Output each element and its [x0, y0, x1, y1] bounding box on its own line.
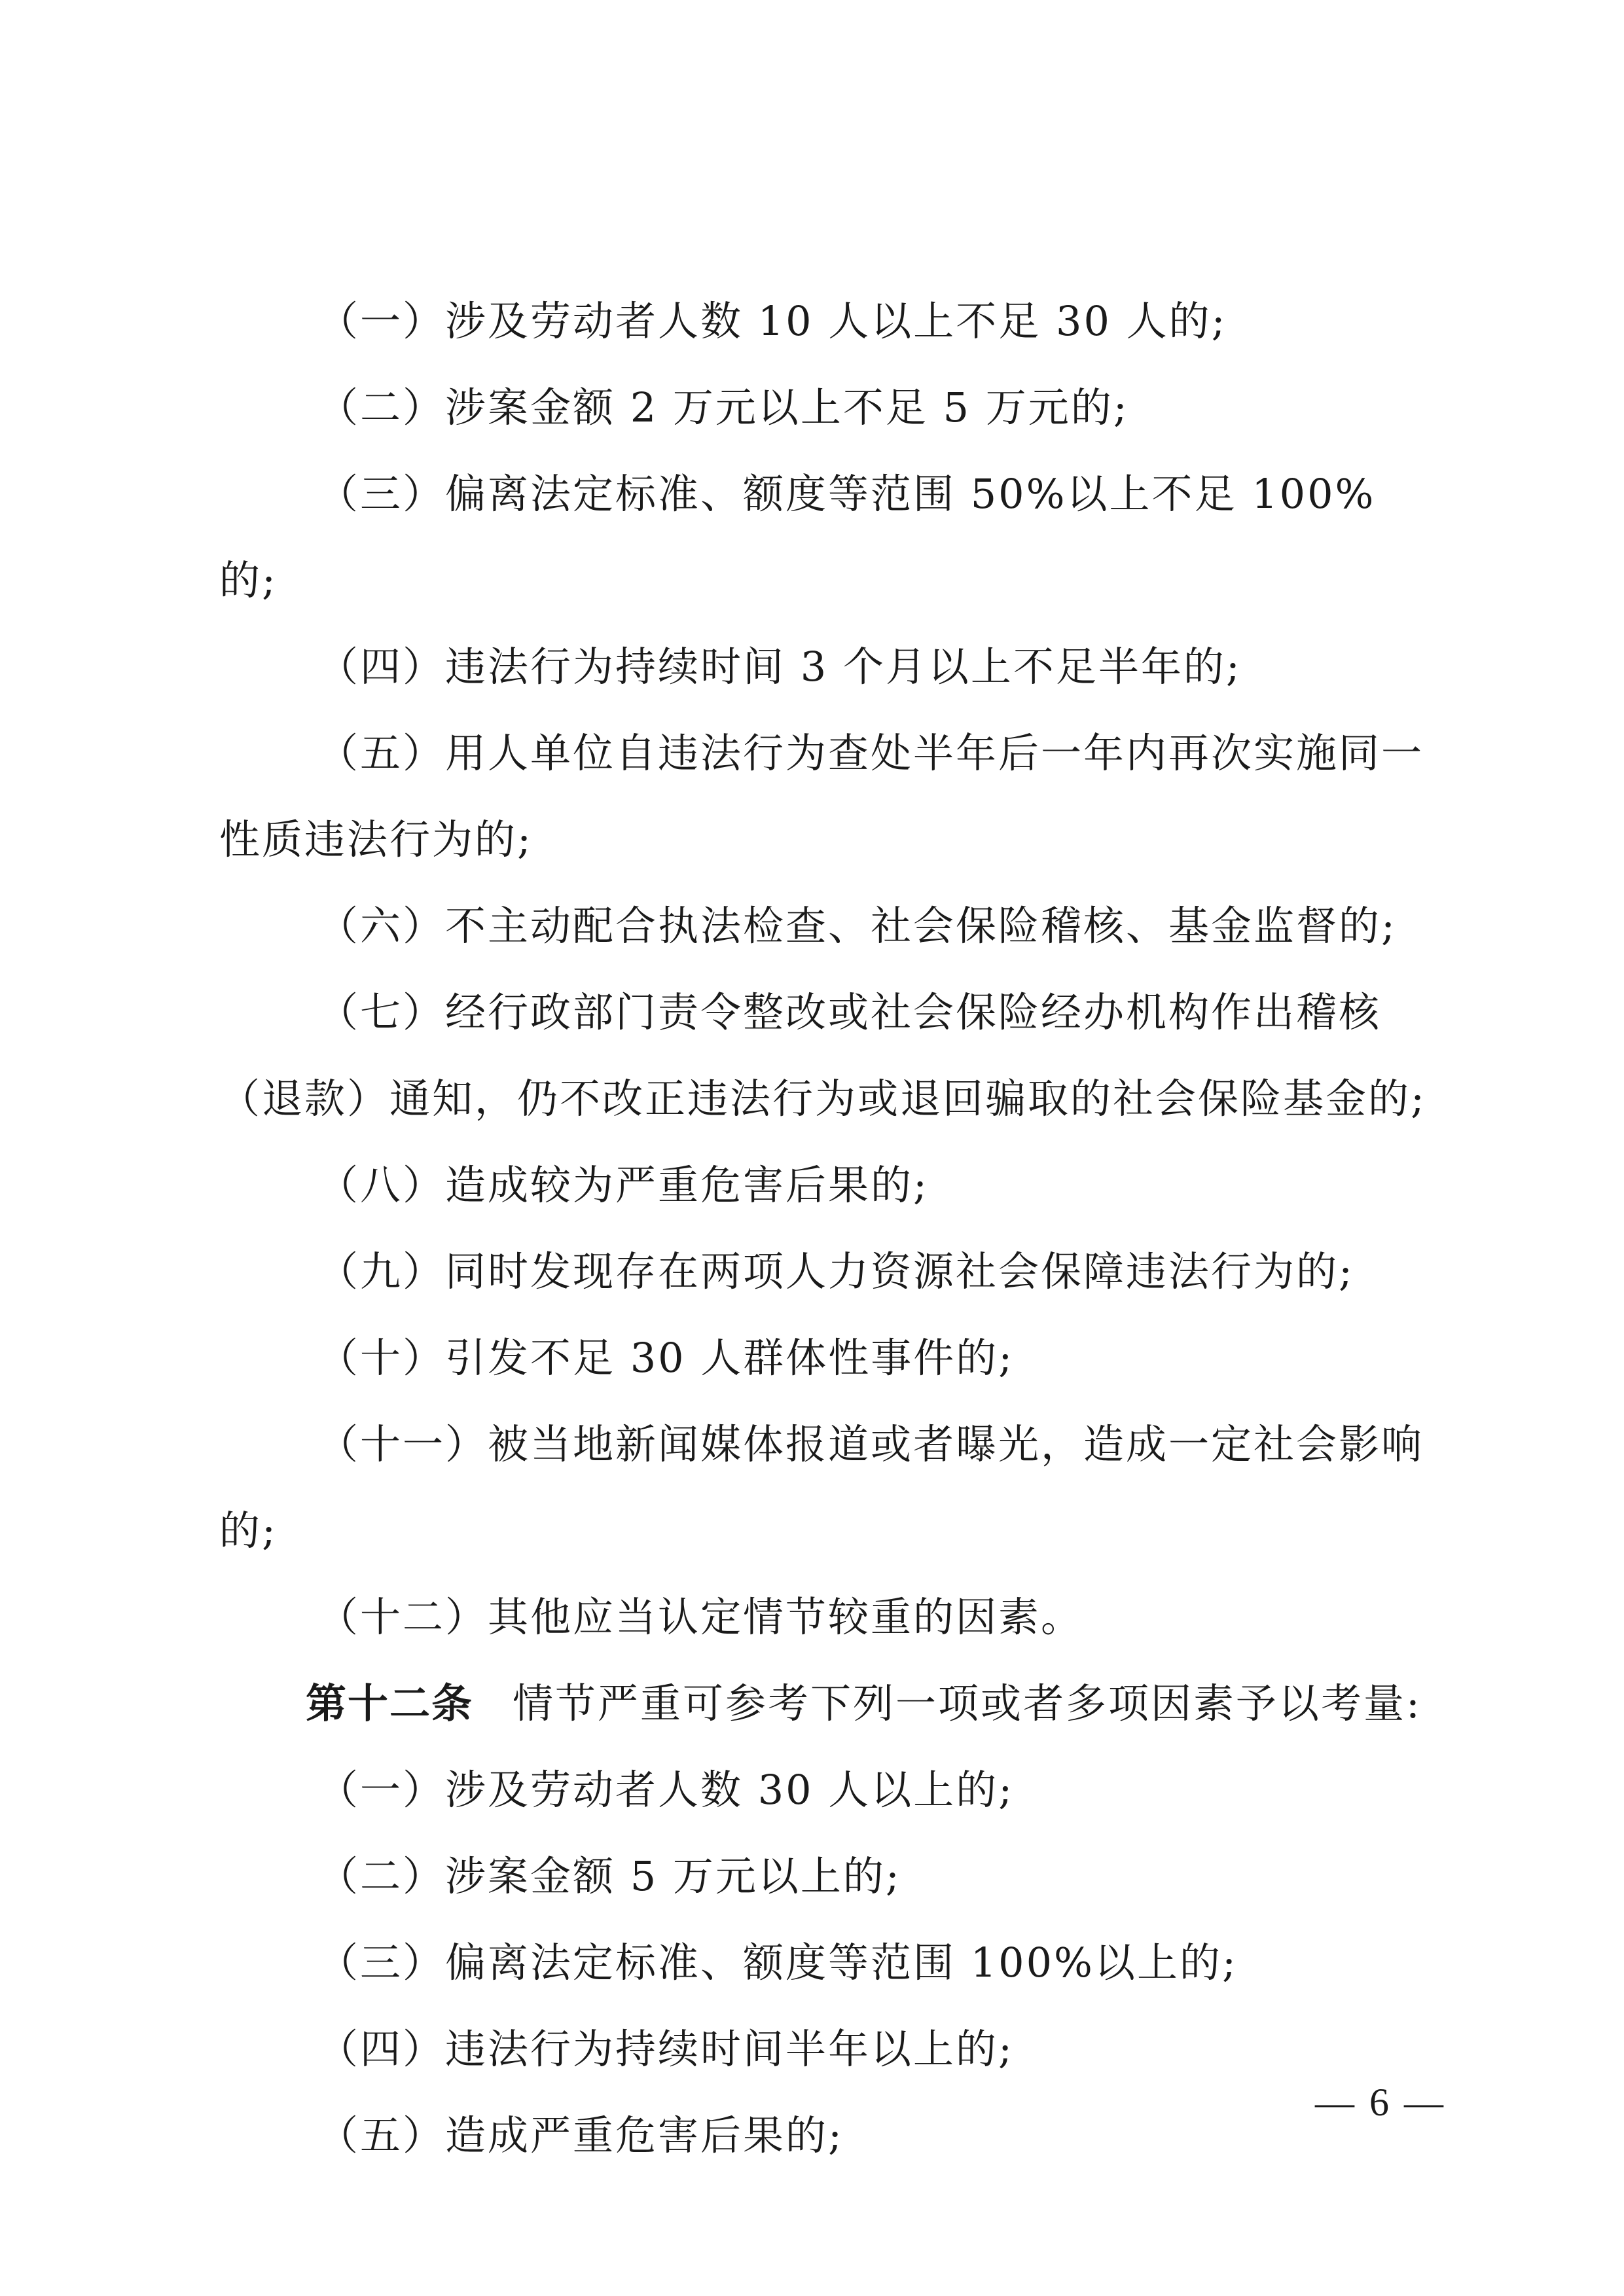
- list-item: （二）涉案金额 2 万元以上不足 5 万元的;: [317, 384, 1129, 431]
- page-body: [219, 278, 1430, 2179]
- page-number: — 6 —: [1315, 2081, 1446, 2124]
- list-item: （五）造成严重危害后果的;: [317, 2111, 844, 2159]
- list-item: （六）不主动配合执法检查、社会保险稽核、基金监督的;: [317, 902, 1397, 950]
- list-item: （二）涉案金额 5 万元以上的;: [317, 1852, 901, 1900]
- list-item: （九）同时发现存在两项人力资源社会保障违法行为的;: [317, 1247, 1354, 1295]
- list-item: （八）造成较为严重危害后果的;: [317, 1161, 929, 1209]
- list-item: （四）违法行为持续时间 3 个月以上不足半年的;: [317, 643, 1242, 691]
- list-item: （五）用人单位自违法行为查处半年后一年内再次实施同一性质违法行为的;: [219, 729, 1424, 863]
- list-item: （十）引发不足 30 人群体性事件的;: [317, 1334, 1015, 1382]
- list-item: （四）违法行为持续时间半年以上的;: [317, 2025, 1014, 2073]
- article-paragraph: [219, 1660, 1430, 1747]
- list-item: （十一）被当地新闻媒体报道或者曝光，造成一定社会影响的;: [219, 1420, 1424, 1554]
- list-item: （一）涉及劳动者人数 30 人以上的;: [317, 1766, 1015, 1814]
- list-item: （七）经行政部门责令整改或社会保险经办机构作出稽核（退款）通知，仍不改正违法行为或退回骗取的社会保险基金的;: [219, 988, 1426, 1122]
- article-text: 情节严重可参考下列一项或者多项因素予以考量:: [513, 1679, 1422, 1727]
- article-heading: 第十二条: [306, 1679, 474, 1727]
- list-item: （三）偏离法定标准、额度等范围 100%以上的;: [317, 1939, 1238, 1986]
- list-item: （十二）其他应当认定情节较重的因素。: [317, 1593, 1084, 1641]
- list-item: （一）涉及劳动者人数 10 人以上不足 30 人的;: [317, 297, 1227, 345]
- list-item: （三）偏离法定标准、额度等范围 50%以上不足 100%的;: [219, 470, 1376, 604]
